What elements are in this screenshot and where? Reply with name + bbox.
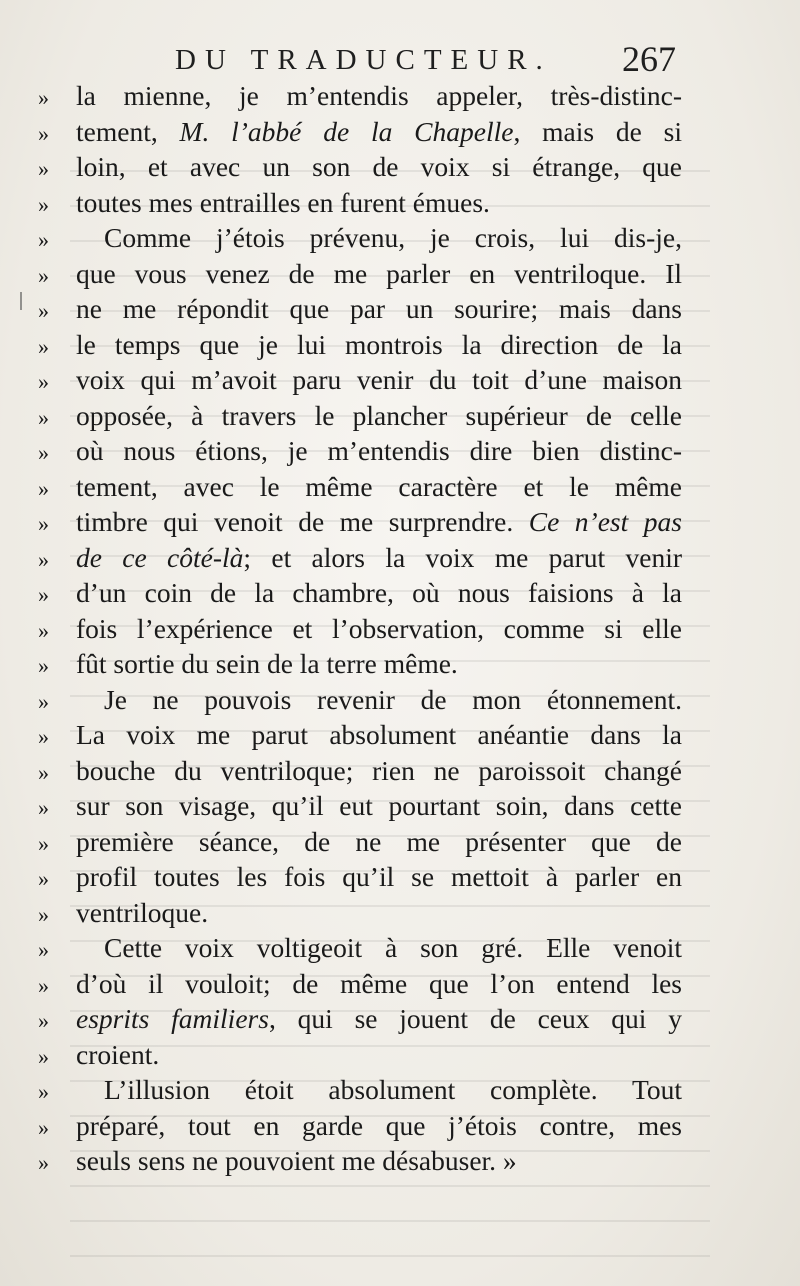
text-line: [38, 291, 688, 327]
quote-mark: »: [38, 440, 49, 465]
quote-mark: »: [38, 546, 49, 572]
text-line: [38, 895, 688, 931]
text-line: [38, 859, 688, 895]
quote-mark: »: [38, 866, 49, 891]
line-text: timbre qui venoit de me surprendre. Ce n’est pas: [76, 506, 682, 537]
body-text: [38, 78, 688, 1179]
text-line: [38, 1072, 688, 1108]
line-text: croient.: [76, 1038, 160, 1070]
quote-mark: »: [38, 404, 49, 430]
line-text: opposée, à travers le plancher supérieur de celle: [76, 399, 682, 431]
text-line: [38, 256, 688, 292]
line-text: d’un coin de la chambre, où nous faisions à la: [76, 577, 682, 608]
text-line: [38, 682, 688, 718]
text-line: [38, 930, 688, 966]
line-text: profil toutes les fois qu’il se mettoit à parler en: [76, 861, 682, 892]
line-text: bouche du ventriloque; rien ne paroissoit changé: [76, 754, 682, 786]
quote-mark: »: [38, 227, 49, 252]
line-text: La voix me parut absolument anéantie dans la: [76, 719, 682, 750]
quote-mark: »: [38, 901, 49, 927]
line-text: fois l’expérience et l’observation, comme si elle: [76, 612, 682, 644]
text-line: [38, 717, 688, 753]
line-text: de ce côté-là; et alors la voix me parut venir: [76, 541, 682, 573]
page-header: [0, 38, 800, 78]
line-text: première séance, de ne me présenter que de: [76, 825, 682, 857]
line-text: ne me répondit que par un sourire; mais dans: [76, 293, 682, 324]
quote-mark: »: [38, 298, 49, 323]
line-text: toutes mes entrailles en furent émues.: [76, 186, 490, 218]
text-line: [38, 1037, 688, 1073]
quote-mark: »: [38, 1079, 49, 1104]
text-line: [38, 78, 688, 114]
quote-mark: »: [38, 191, 49, 217]
text-line: [38, 185, 688, 221]
quote-mark: »: [38, 1114, 49, 1140]
text-line: [38, 1108, 688, 1144]
quote-mark: »: [38, 369, 49, 394]
quote-mark: »: [38, 759, 49, 785]
line-text: ventriloque.: [76, 896, 209, 928]
quote-mark: »: [38, 582, 49, 607]
line-text: d’où il vouloit; de même que l’on entend les: [76, 967, 682, 999]
line-text: fût sortie du sein de la terre même.: [76, 648, 458, 679]
line-text: Je ne pouvois revenir de mon étonnement.: [104, 683, 682, 715]
line-text: seuls sens ne pouvoient me désabuser. »: [76, 1145, 517, 1176]
text-line: [38, 362, 688, 398]
text-line: [38, 753, 688, 789]
quote-mark: »: [38, 1150, 49, 1175]
text-line: [38, 966, 688, 1002]
text-line: [38, 788, 688, 824]
line-text: préparé, tout en garde que j’étois contre, mes: [76, 1109, 682, 1141]
line-text: tement, avec le même caractère et le même: [76, 470, 682, 502]
text-line: [38, 504, 688, 540]
quote-mark: »: [38, 333, 49, 359]
quote-mark: »: [38, 120, 49, 146]
line-text: voix qui m’avoit paru venir du toit d’une maison: [76, 364, 682, 395]
text-line: [38, 220, 688, 256]
text-line: [38, 1001, 688, 1037]
quote-mark: »: [38, 1043, 49, 1069]
quote-mark: »: [38, 85, 49, 110]
line-text: la mienne, je m’entendis appeler, très-distinc-: [76, 80, 682, 111]
page-number: 267: [622, 39, 676, 79]
text-line: [38, 398, 688, 434]
quote-mark: »: [38, 617, 49, 643]
quote-mark: »: [38, 972, 49, 998]
quote-mark: »: [38, 1008, 49, 1033]
text-line: [38, 469, 688, 505]
text-line: [38, 575, 688, 611]
text-line: [38, 149, 688, 185]
quote-mark: »: [38, 475, 49, 501]
line-text: L’illusion étoit absolument complète. Tout: [104, 1074, 682, 1105]
quote-mark: »: [38, 262, 49, 288]
line-text: loin, et avec un son de voix si étrange, que: [76, 151, 682, 182]
line-text: le temps que je lui montrois la direction de la: [76, 328, 682, 360]
quote-mark: »: [38, 156, 49, 181]
line-text: esprits familiers, qui se jouent de ceux qui y: [76, 1003, 683, 1034]
quote-mark: »: [38, 724, 49, 749]
running-title: DU TRADUCTEUR.: [175, 44, 552, 76]
quote-mark: »: [38, 937, 49, 962]
quote-mark: »: [38, 688, 49, 714]
quote-mark: »: [38, 830, 49, 856]
text-line: [38, 540, 688, 576]
line-text: tement, M. l’abbé de la Chapelle, mais de si: [76, 115, 682, 147]
quote-mark: »: [38, 795, 49, 820]
quote-mark: »: [38, 653, 49, 678]
text-line: [38, 824, 688, 860]
quote-mark: »: [38, 511, 49, 536]
text-line: [38, 114, 688, 150]
line-text: Cette voix voltigeoit à son gré. Elle venoit: [104, 932, 682, 963]
line-text: où nous étions, je m’entendis dire bien distinc-: [76, 435, 682, 466]
line-text: sur son visage, qu’il eut pourtant soin, dans cette: [76, 790, 682, 821]
text-line: [38, 433, 688, 469]
text-line: [38, 1143, 688, 1179]
text-line: [38, 327, 688, 363]
text-line: [38, 611, 688, 647]
margin-mark: [20, 292, 22, 310]
line-text: Comme j’étois prévenu, je crois, lui dis-je,: [104, 222, 682, 253]
line-text: que vous venez de me parler en ventriloque. Il: [76, 257, 682, 289]
text-line: [38, 646, 688, 682]
